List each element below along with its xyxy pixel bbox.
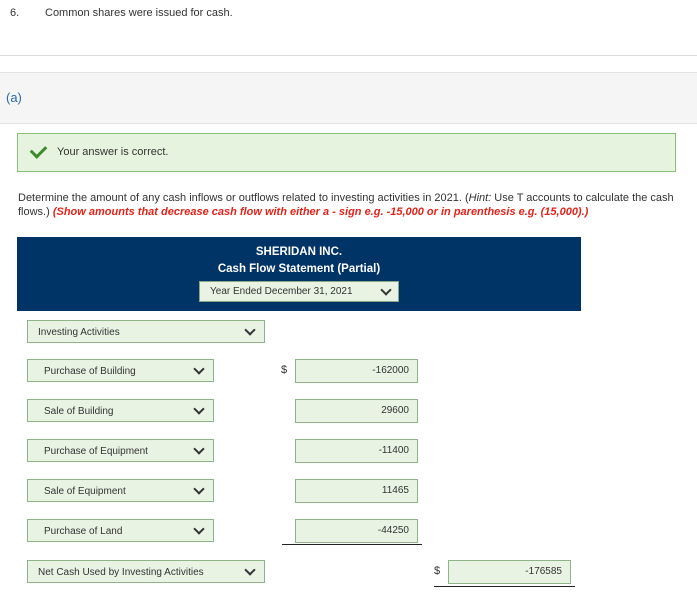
part-header-band bbox=[0, 72, 697, 124]
dollar-sign: $ bbox=[434, 565, 441, 577]
company-name: SHERIDAN INC. bbox=[255, 246, 343, 258]
part-label: (a) bbox=[6, 90, 22, 105]
chevron-down-icon bbox=[193, 403, 204, 414]
row-label: Sale of Equipment bbox=[44, 486, 126, 497]
chevron-down-icon bbox=[193, 483, 204, 494]
hint-text: Use T accounts to calculate the cash flows.) bbox=[18, 192, 674, 218]
hint-label: Hint: bbox=[468, 192, 492, 204]
period-select[interactable] bbox=[199, 281, 399, 302]
row-2-label-select[interactable] bbox=[27, 399, 214, 422]
row-label: Purchase of Land bbox=[44, 526, 123, 537]
row-1-amount-input[interactable]: -162000 bbox=[295, 359, 418, 383]
subtotal-underline bbox=[282, 544, 422, 545]
row-4-label-select[interactable] bbox=[27, 479, 214, 502]
chevron-down-icon bbox=[244, 324, 255, 335]
row-3-label-select[interactable] bbox=[27, 439, 214, 462]
row-3-amount-input[interactable]: -11400 bbox=[295, 439, 418, 463]
chevron-down-icon bbox=[193, 363, 204, 374]
correct-answer-text: Your answer is correct. bbox=[57, 146, 169, 158]
section-select[interactable] bbox=[27, 320, 265, 343]
section-select-value: Investing Activities bbox=[38, 327, 120, 338]
period-select-value: Year Ended December 31, 2021 bbox=[210, 286, 353, 297]
chevron-down-icon bbox=[193, 523, 204, 534]
row-5-amount-input[interactable]: -44250 bbox=[295, 519, 418, 543]
chevron-down-icon bbox=[244, 564, 255, 575]
row-1-label-select[interactable] bbox=[27, 359, 214, 382]
total-label-select[interactable] bbox=[27, 560, 265, 583]
row-5-label-select[interactable] bbox=[27, 519, 214, 542]
total-label: Net Cash Used by Investing Activities bbox=[38, 567, 204, 578]
instructions-main: Determine the amount of any cash inflows or outflows related to investing activities in 2021. ( bbox=[18, 192, 469, 204]
dollar-sign: $ bbox=[281, 364, 288, 376]
chevron-down-icon bbox=[380, 284, 391, 295]
row-4-amount-input[interactable]: 11465 bbox=[295, 479, 418, 503]
row-label: Sale of Building bbox=[44, 406, 114, 417]
sign-convention-note: (Show amounts that decrease cash flow with either a - sign e.g. -15,000 or in parenthesis e.g. (15,000).) bbox=[49, 206, 589, 218]
chevron-down-icon bbox=[193, 443, 204, 454]
instructions bbox=[18, 191, 683, 219]
total-amount-input[interactable]: -176585 bbox=[448, 560, 571, 584]
total-double-underline bbox=[434, 586, 575, 587]
row-label: Purchase of Building bbox=[44, 366, 136, 377]
row-label: Purchase of Equipment bbox=[44, 446, 148, 457]
statement-title: Cash Flow Statement (Partial) bbox=[217, 263, 381, 275]
question-text: Common shares were issued for cash. bbox=[45, 7, 233, 19]
row-2-amount-input[interactable]: 29600 bbox=[295, 399, 418, 423]
divider bbox=[0, 55, 697, 56]
question-number: 6. bbox=[10, 7, 20, 19]
